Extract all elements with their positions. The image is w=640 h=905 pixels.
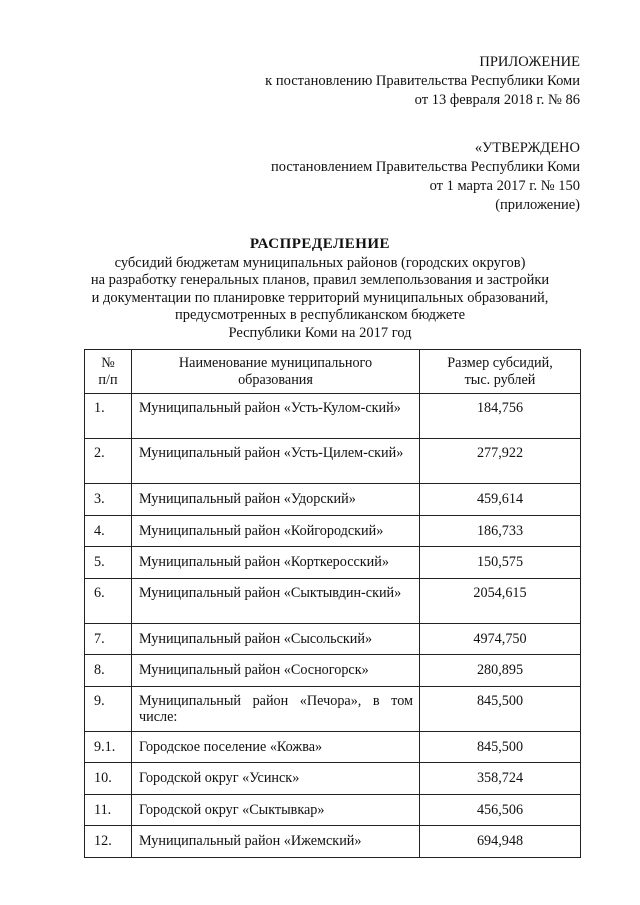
- row-number: 9.1.: [85, 731, 132, 763]
- approved-decree: постановлением Правительства Республики Коми: [271, 159, 580, 175]
- row-name: Городской округ «Усинск»: [132, 763, 420, 795]
- title-line-5: Республики Коми на 2017 год: [228, 324, 412, 341]
- row-name: Муниципальный район «Удорский»: [132, 484, 420, 516]
- row-amount: 845,500: [420, 686, 581, 731]
- row-number: 12.: [85, 826, 132, 858]
- row-name: Городское поселение «Кожва»: [132, 731, 420, 763]
- row-number: 10.: [85, 763, 132, 795]
- subsidy-table: [84, 349, 581, 858]
- table-row: [85, 547, 581, 579]
- table-row: [85, 439, 581, 484]
- row-amount: 186,733: [420, 515, 581, 547]
- row-number: 7.: [85, 623, 132, 655]
- table-header-row: [85, 350, 581, 394]
- row-number: 6.: [85, 578, 132, 623]
- row-name: Муниципальный район «Сыктывдин-ский»: [132, 578, 420, 623]
- approved-date: от 1 марта 2017 г. № 150: [429, 178, 580, 194]
- row-amount: 694,948: [420, 826, 581, 858]
- row-number: 1.: [85, 394, 132, 439]
- table-row: [85, 794, 581, 826]
- approved-header: [271, 139, 580, 215]
- row-amount: 456,506: [420, 794, 581, 826]
- row-amount: 459,614: [420, 484, 581, 516]
- row-name: Муниципальный район «Корткеросский»: [132, 547, 420, 579]
- row-amount: 184,756: [420, 394, 581, 439]
- row-name: Городской округ «Сыктывкар»: [132, 794, 420, 826]
- header-number-line-1: №: [101, 355, 115, 371]
- title-line-4: предусмотренных в республиканском бюджете: [174, 307, 466, 324]
- header-number: [85, 350, 132, 394]
- row-number: 5.: [85, 547, 132, 579]
- header-name: [132, 350, 420, 394]
- header-name-line-1: Наименование муниципального: [178, 355, 373, 371]
- row-name: Муниципальный район «Усть-Кулом-ский»: [132, 394, 420, 439]
- header-number-line-2: п/п: [98, 371, 118, 388]
- row-amount: 4974,750: [420, 623, 581, 655]
- row-amount: 150,575: [420, 547, 581, 579]
- row-number: 8.: [85, 655, 132, 687]
- approved-label: «УТВЕРЖДЕНО: [474, 140, 580, 156]
- title-line-1: субсидий бюджетам муниципальных районов (городских округов): [114, 254, 526, 271]
- table-row: [85, 763, 581, 795]
- title-line-2: на разработку генеральных планов, правил землепользования и застройки: [90, 272, 550, 289]
- table-row: [85, 578, 581, 623]
- row-number: 4.: [85, 515, 132, 547]
- title-heading: РАСПРЕДЕЛЕНИЕ: [249, 236, 391, 252]
- approved-note: (приложение): [495, 197, 580, 213]
- row-amount: 277,922: [420, 439, 581, 484]
- row-amount: 845,500: [420, 731, 581, 763]
- row-number: 11.: [85, 794, 132, 826]
- row-name: Муниципальный район «Ижемский»: [132, 826, 420, 858]
- table-row: [85, 655, 581, 687]
- table-row: [85, 623, 581, 655]
- header-name-line-2: образования: [238, 371, 313, 388]
- table-row: [85, 686, 581, 731]
- appendix-decree: к постановлению Правительства Республики Коми: [265, 73, 580, 89]
- table-row: [85, 826, 581, 858]
- header-amount-line-1: Размер субсидий,: [447, 355, 553, 371]
- appendix-label: ПРИЛОЖЕНИЕ: [479, 54, 580, 70]
- document-title: [60, 236, 580, 343]
- table-row: [85, 484, 581, 516]
- row-name: Муниципальный район «Усть-Цилем-ский»: [132, 439, 420, 484]
- row-number: 3.: [85, 484, 132, 516]
- appendix-date: от 13 февраля 2018 г. № 86: [414, 92, 580, 108]
- header-amount-line-2: тыс. рублей: [464, 371, 536, 388]
- table-row: [85, 394, 581, 439]
- row-amount: 2054,615: [420, 578, 581, 623]
- row-name: Муниципальный район «Сысольский»: [132, 623, 420, 655]
- row-name: Муниципальный район «Печора», в том числе:: [132, 686, 420, 731]
- row-amount: 358,724: [420, 763, 581, 795]
- row-name: Муниципальный район «Сосногорск»: [132, 655, 420, 687]
- header-amount: [420, 350, 581, 394]
- table-row: [85, 515, 581, 547]
- row-amount: 280,895: [420, 655, 581, 687]
- row-number: 9.: [85, 686, 132, 731]
- table-row: [85, 731, 581, 763]
- row-name: Муниципальный район «Койгородский»: [132, 515, 420, 547]
- row-number: 2.: [85, 439, 132, 484]
- appendix-header: [265, 53, 580, 110]
- title-line-3: и документации по планировке территорий муниципальных образований,: [91, 289, 549, 306]
